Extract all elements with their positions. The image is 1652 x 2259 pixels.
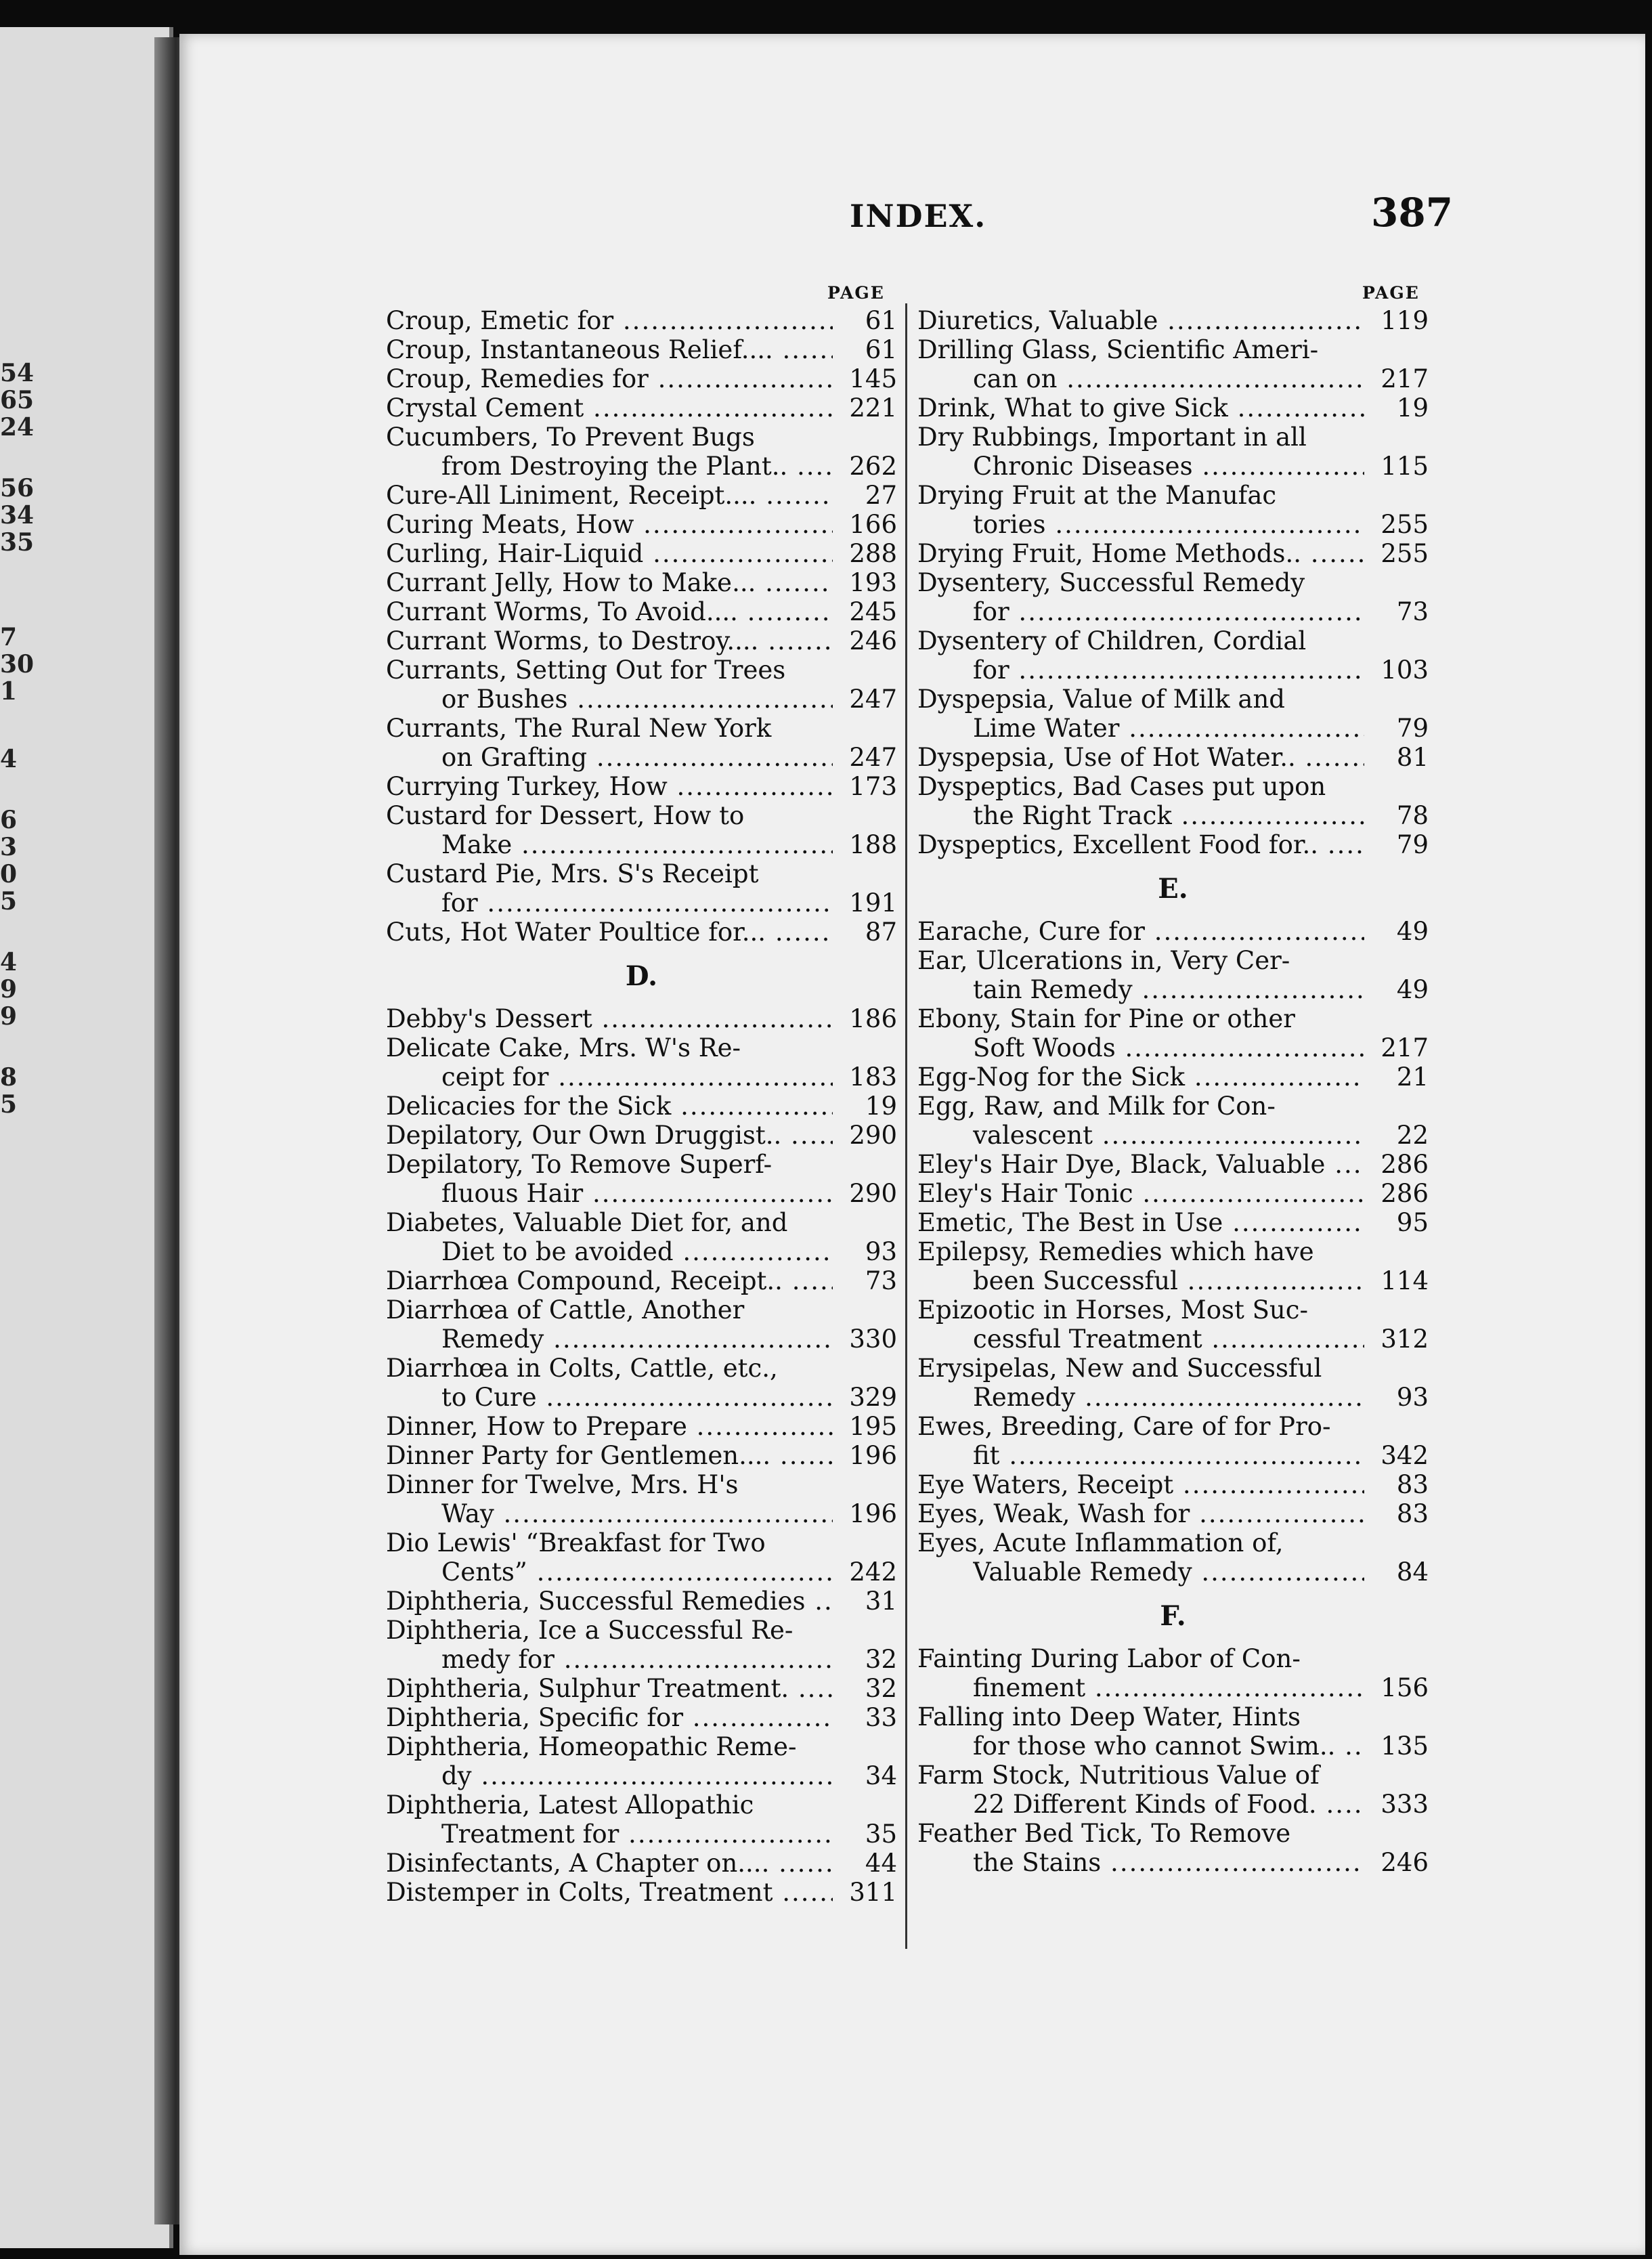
index-entry-title: Debby's Dessert ..... xyxy=(386,1004,833,1033)
index-entry-title: Cucumbers, To Prevent Bugs xyxy=(386,423,755,452)
index-entry xyxy=(917,1528,1429,1587)
edge-digit: 3 xyxy=(0,833,18,861)
edge-digit: 0 xyxy=(0,860,18,888)
index-entry-page: 79 xyxy=(1396,714,1429,743)
index-entry xyxy=(917,1819,1429,1877)
index-entry xyxy=(386,597,897,626)
index-entry xyxy=(917,946,1429,1004)
index-entry-title: Epilepsy, Remedies which have xyxy=(917,1237,1314,1266)
index-entry-title: Delicate Cake, Mrs. W's Re- xyxy=(386,1033,741,1062)
index-entry xyxy=(386,1092,897,1121)
index-entry-continuation: Lime Water ..... xyxy=(973,714,1364,743)
index-entry xyxy=(386,1528,897,1587)
index-entry-page: 183 xyxy=(849,1062,897,1092)
index-entry-continuation: fit ..... xyxy=(973,1441,1364,1470)
index-entry-title: Eyes, Weak, Wash for ..... xyxy=(917,1499,1364,1528)
index-entry-page: 195 xyxy=(849,1412,897,1441)
index-entry-continuation: Remedy ..... xyxy=(973,1383,1364,1412)
index-entry-page: 19 xyxy=(865,1092,897,1121)
edge-digit: 56 xyxy=(0,474,35,502)
index-entry-title: Diarrhœa Compound, Receipt.. ..... xyxy=(386,1266,833,1295)
index-entry-continuation: for ..... xyxy=(973,655,1364,685)
index-entry xyxy=(386,1004,897,1033)
index-entry-title: Eley's Hair Tonic ..... xyxy=(917,1179,1364,1208)
index-group-f xyxy=(917,1644,1429,1877)
index-entry xyxy=(917,1004,1429,1062)
index-entry-continuation: valescent ..... xyxy=(973,1121,1364,1150)
index-entry-continuation: Soft Woods ..... xyxy=(973,1033,1364,1062)
index-entry xyxy=(386,1441,897,1470)
index-entry-continuation: fluous Hair ..... xyxy=(441,1179,833,1208)
index-entry-page: 156 xyxy=(1381,1673,1429,1702)
index-entry-continuation: from Destroying the Plant.. ..... xyxy=(441,452,833,481)
index-entry-page: 79 xyxy=(1396,830,1429,859)
index-entry xyxy=(917,481,1429,539)
index-entry-title: Depilatory, To Remove Superf- xyxy=(386,1150,773,1179)
index-entry-continuation: medy for ..... xyxy=(441,1645,833,1674)
index-entry xyxy=(917,830,1429,859)
index-entry-page: 33 xyxy=(865,1703,897,1732)
index-entry-title: Drying Fruit at the Manufac xyxy=(917,481,1277,510)
edge-digit: 9 xyxy=(0,975,18,1004)
index-entry xyxy=(917,335,1429,393)
index-entry-continuation: the Right Track ..... xyxy=(973,801,1364,830)
index-entry-page: 84 xyxy=(1396,1557,1429,1587)
index-entry-page: 247 xyxy=(849,685,897,714)
index-entry-title: Diphtheria, Specific for ..... xyxy=(386,1703,833,1732)
index-entry-title: Dinner, How to Prepare ..... xyxy=(386,1412,833,1441)
section-letter-d: D. xyxy=(625,960,658,992)
index-entry-title: Egg-Nog for the Sick ..... xyxy=(917,1062,1364,1092)
index-entry xyxy=(386,1674,897,1703)
running-title: INDEX. xyxy=(850,198,987,234)
index-entry-title: Diuretics, Valuable ..... xyxy=(917,306,1364,335)
index-entry xyxy=(386,481,897,510)
page-column-label-left: PAGE xyxy=(827,283,885,303)
index-entry-page: 245 xyxy=(849,597,897,626)
index-entry-continuation: ceipt for ..... xyxy=(441,1062,833,1092)
index-entry-title: Drying Fruit, Home Methods.. ..... xyxy=(917,539,1364,568)
index-entry xyxy=(917,685,1429,743)
edge-digit: 8 xyxy=(0,1063,18,1092)
index-entry xyxy=(917,1470,1429,1499)
edge-digit: 34 xyxy=(0,501,35,530)
index-entry-title: Custard Pie, Mrs. S's Receipt xyxy=(386,859,759,888)
index-entry-page: 81 xyxy=(1396,743,1429,772)
index-entry xyxy=(917,772,1429,830)
index-entry-page: 34 xyxy=(865,1761,897,1790)
index-entry-title: Croup, Instantaneous Relief.... ..... xyxy=(386,335,833,364)
edge-digit: 65 xyxy=(0,386,35,414)
index-entry-continuation: for ..... xyxy=(441,888,833,918)
index-entry-title: Drink, What to give Sick ..... xyxy=(917,393,1364,423)
index-entry-title: Currying Turkey, How ..... xyxy=(386,772,833,801)
index-entry xyxy=(386,655,897,714)
index-entry-title: Cuts, Hot Water Poultice for... ..... xyxy=(386,918,833,947)
index-entry xyxy=(386,1849,897,1878)
index-entry xyxy=(386,1208,897,1266)
index-entry xyxy=(917,539,1429,568)
index-entry-page: 21 xyxy=(1396,1062,1429,1092)
index-entry-continuation: tories ..... xyxy=(973,510,1364,539)
index-entry-page: 196 xyxy=(849,1499,897,1528)
index-entry-title: Diphtheria, Ice a Successful Re- xyxy=(386,1616,794,1645)
index-entry-page: 255 xyxy=(1381,510,1429,539)
index-entry-continuation: Chronic Diseases ..... xyxy=(973,452,1364,481)
index-entry-title: Drilling Glass, Scientific Ameri- xyxy=(917,335,1319,364)
index-entry-page: 145 xyxy=(849,364,897,393)
index-entry-title: Diabetes, Valuable Diet for, and xyxy=(386,1208,788,1237)
index-entry-title: Erysipelas, New and Successful xyxy=(917,1354,1322,1383)
index-entry-continuation: dy ..... xyxy=(441,1761,833,1790)
index-entry xyxy=(917,917,1429,946)
index-entry-title: Farm Stock, Nutritious Value of xyxy=(917,1761,1320,1790)
index-entry-title: Diarrhœa of Cattle, Another xyxy=(386,1295,745,1325)
edge-digit: 54 xyxy=(0,359,35,387)
index-group-d-cont xyxy=(917,306,1429,859)
index-entry-page: 83 xyxy=(1396,1470,1429,1499)
index-entry xyxy=(386,1266,897,1295)
index-entry-page: 217 xyxy=(1381,1033,1429,1062)
index-entry-title: Ebony, Stain for Pine or other xyxy=(917,1004,1295,1033)
index-entry-title: Epizootic in Horses, Most Suc- xyxy=(917,1295,1308,1325)
index-entry-title: Delicacies for the Sick ..... xyxy=(386,1092,833,1121)
edge-digit: 24 xyxy=(0,413,35,442)
index-entry-continuation: for those who cannot Swim.. ..... xyxy=(973,1731,1364,1761)
index-entry xyxy=(917,1499,1429,1528)
index-entry-page: 49 xyxy=(1396,975,1429,1004)
index-entry xyxy=(386,918,897,947)
index-entry-title: Diphtheria, Sulphur Treatment. ..... xyxy=(386,1674,833,1703)
edge-digit: 5 xyxy=(0,1090,18,1119)
index-entry xyxy=(386,364,897,393)
index-entry-page: 135 xyxy=(1381,1731,1429,1761)
index-entry xyxy=(917,1295,1429,1354)
index-entry-title: Dry Rubbings, Important in all xyxy=(917,423,1307,452)
index-entry xyxy=(917,1237,1429,1295)
index-entry xyxy=(386,306,897,335)
index-entry-title: Currants, The Rural New York xyxy=(386,714,772,743)
index-entry-page: 93 xyxy=(865,1237,897,1266)
index-entry-page: 247 xyxy=(849,743,897,772)
index-entry-page: 83 xyxy=(1396,1499,1429,1528)
index-entry-page: 61 xyxy=(865,306,897,335)
index-entry-title: Falling into Deep Water, Hints xyxy=(917,1702,1301,1731)
edge-digit: 30 xyxy=(0,650,35,679)
index-group-c xyxy=(386,306,897,947)
index-entry xyxy=(386,1732,897,1790)
index-entry xyxy=(917,423,1429,481)
index-entry-page: 330 xyxy=(849,1325,897,1354)
index-entry-title: Dyspepsia, Use of Hot Water.. ..... xyxy=(917,743,1364,772)
index-entry-page: 188 xyxy=(849,830,897,859)
index-entry-title: Currant Worms, To Avoid.... ..... xyxy=(386,597,833,626)
index-entry xyxy=(386,626,897,655)
index-entry-title: Earache, Cure for ..... xyxy=(917,917,1364,946)
index-entry xyxy=(917,1062,1429,1092)
index-entry-continuation: cessful Treatment ..... xyxy=(973,1325,1364,1354)
index-entry-page: 95 xyxy=(1396,1208,1429,1237)
index-entry-continuation: 22 Different Kinds of Food. ..... xyxy=(973,1790,1364,1819)
index-entry-page: 329 xyxy=(849,1383,897,1412)
index-entry-title: Ewes, Breeding, Care of for Pro- xyxy=(917,1412,1331,1441)
index-entry xyxy=(386,1587,897,1616)
index-entry xyxy=(386,1790,897,1849)
index-entry xyxy=(386,393,897,423)
index-entry xyxy=(917,1412,1429,1470)
index-entry-page: 186 xyxy=(849,1004,897,1033)
page-column-label-right: PAGE xyxy=(1362,283,1420,303)
index-entry-title: Custard for Dessert, How to xyxy=(386,801,745,830)
index-entry-title: Eley's Hair Dye, Black, Valuable ..... xyxy=(917,1150,1364,1179)
index-entry-title: Dysentery of Children, Cordial xyxy=(917,626,1307,655)
index-entry xyxy=(386,1121,897,1150)
index-entry-title: Feather Bed Tick, To Remove xyxy=(917,1819,1291,1848)
index-entry-title: Dyspeptics, Bad Cases put upon xyxy=(917,772,1326,801)
index-entry-page: 114 xyxy=(1381,1266,1429,1295)
index-entry-title: Curling, Hair-Liquid ..... xyxy=(386,539,833,568)
index-entry xyxy=(386,539,897,568)
index-entry-title: Currant Jelly, How to Make... ..... xyxy=(386,568,833,597)
column-divider xyxy=(905,303,907,1949)
index-entry xyxy=(386,772,897,801)
index-entry-title: Currant Worms, to Destroy.... ..... xyxy=(386,626,833,655)
index-entry xyxy=(386,1470,897,1528)
index-entry-title: Fainting During Labor of Con- xyxy=(917,1644,1301,1673)
index-entry-title: Cure-All Liniment, Receipt.... ..... xyxy=(386,481,833,510)
index-entry-title: Disinfectants, A Chapter on.... ..... xyxy=(386,1849,833,1878)
index-entry-page: 22 xyxy=(1396,1121,1429,1150)
index-entry xyxy=(917,568,1429,626)
index-entry-title: Dyspeptics, Excellent Food for.. ..... xyxy=(917,830,1364,859)
index-entry-page: 288 xyxy=(849,539,897,568)
edge-digit: 1 xyxy=(0,677,18,706)
index-entry-continuation: Valuable Remedy ..... xyxy=(973,1557,1364,1587)
index-entry-page: 193 xyxy=(849,568,897,597)
index-entry-page: 290 xyxy=(849,1121,897,1150)
index-entry-page: 27 xyxy=(865,481,897,510)
index-entry-page: 196 xyxy=(849,1441,897,1470)
index-entry-title: Eyes, Acute Inflammation of, xyxy=(917,1528,1284,1557)
index-entry xyxy=(386,510,897,539)
index-entry-continuation: tain Remedy ..... xyxy=(973,975,1364,1004)
index-entry-page: 286 xyxy=(1381,1179,1429,1208)
index-entry-title: Diphtheria, Homeopathic Reme- xyxy=(386,1732,797,1761)
index-entry-page: 246 xyxy=(1381,1848,1429,1877)
section-letter-f: F. xyxy=(1160,1600,1186,1632)
index-column-left xyxy=(386,306,897,1907)
index-entry-title: Croup, Remedies for ..... xyxy=(386,364,833,393)
index-entry xyxy=(386,1703,897,1732)
index-entry-continuation: Way ..... xyxy=(441,1499,833,1528)
index-entry-page: 32 xyxy=(865,1645,897,1674)
index-entry xyxy=(917,1208,1429,1237)
index-entry xyxy=(386,335,897,364)
index-entry-title: Crystal Cement ..... xyxy=(386,393,833,423)
index-entry-continuation: Cents” ..... xyxy=(441,1557,833,1587)
index-entry-page: 115 xyxy=(1381,452,1429,481)
index-entry-page: 262 xyxy=(849,452,897,481)
index-entry-page: 217 xyxy=(1381,364,1429,393)
index-entry-page: 49 xyxy=(1396,917,1429,946)
index-entry-page: 87 xyxy=(865,918,897,947)
index-entry-title: Depilatory, Our Own Druggist.. ..... xyxy=(386,1121,833,1150)
index-entry xyxy=(386,714,897,772)
index-entry-continuation: been Successful ..... xyxy=(973,1266,1364,1295)
index-entry-title: Egg, Raw, and Milk for Con- xyxy=(917,1092,1276,1121)
index-entry-page: 78 xyxy=(1396,801,1429,830)
index-entry-page: 191 xyxy=(849,888,897,918)
index-group-d xyxy=(386,1004,897,1907)
index-entry-title: Eye Waters, Receipt ..... xyxy=(917,1470,1364,1499)
index-entry-title: Distemper in Colts, Treatment ..... xyxy=(386,1878,833,1907)
index-entry-continuation: or Bushes ..... xyxy=(441,685,833,714)
index-entry xyxy=(386,859,897,918)
index-entry-page: 19 xyxy=(1396,393,1429,423)
index-entry-page: 311 xyxy=(849,1878,897,1907)
index-entry-page: 242 xyxy=(849,1557,897,1587)
index-entry xyxy=(917,1179,1429,1208)
index-entry-title: Dinner for Twelve, Mrs. H's xyxy=(386,1470,739,1499)
index-entry-title: Emetic, The Best in Use ..... xyxy=(917,1208,1364,1237)
index-entry xyxy=(917,306,1429,335)
index-entry-title: Dio Lewis' “Breakfast for Two xyxy=(386,1528,766,1557)
edge-digit: 35 xyxy=(0,528,35,557)
index-entry-page: 73 xyxy=(1396,597,1429,626)
index-entry xyxy=(386,423,897,481)
edge-digit: 5 xyxy=(0,887,18,916)
edge-digit: 9 xyxy=(0,1002,18,1031)
index-entry-continuation: Make ..... xyxy=(441,830,833,859)
index-entry-title: Croup, Emetic for ..... xyxy=(386,306,833,335)
index-entry xyxy=(386,1295,897,1354)
index-entry xyxy=(386,801,897,859)
index-entry-continuation: finement ..... xyxy=(973,1673,1364,1702)
index-entry xyxy=(917,743,1429,772)
index-entry-title: Diphtheria, Latest Allopathic xyxy=(386,1790,754,1820)
index-entry-page: 44 xyxy=(865,1849,897,1878)
index-entry xyxy=(917,626,1429,685)
index-entry-title: Diphtheria, Successful Remedies ..... xyxy=(386,1587,833,1616)
index-group-e xyxy=(917,917,1429,1587)
section-letter-e: E. xyxy=(1158,873,1188,905)
index-entry xyxy=(917,1092,1429,1150)
index-entry-title: Currants, Setting Out for Trees xyxy=(386,655,786,685)
index-entry-continuation: Remedy ..... xyxy=(441,1325,833,1354)
index-entry xyxy=(917,1702,1429,1761)
index-entry-continuation: on Grafting ..... xyxy=(441,743,833,772)
index-entry-continuation: Treatment for ..... xyxy=(441,1820,833,1849)
index-entry-page: 290 xyxy=(849,1179,897,1208)
index-entry-continuation: the Stains ..... xyxy=(973,1848,1364,1877)
index-entry-page: 333 xyxy=(1381,1790,1429,1819)
index-entry xyxy=(917,1644,1429,1702)
index-entry-page: 255 xyxy=(1381,539,1429,568)
edge-digit: 6 xyxy=(0,806,18,834)
index-entry-continuation: can on ..... xyxy=(973,364,1364,393)
index-entry-title: Diarrhœa in Colts, Cattle, etc., xyxy=(386,1354,778,1383)
index-entry-page: 32 xyxy=(865,1674,897,1703)
edge-digit: 4 xyxy=(0,948,18,976)
index-entry xyxy=(917,1150,1429,1179)
index-entry-title: Dinner Party for Gentlemen.... ..... xyxy=(386,1441,833,1470)
index-entry-page: 93 xyxy=(1396,1383,1429,1412)
index-entry xyxy=(386,1878,897,1907)
index-column-right xyxy=(917,306,1429,1877)
index-entry-title: Dyspepsia, Value of Milk and xyxy=(917,685,1285,714)
index-entry-page: 166 xyxy=(849,510,897,539)
page-number: 387 xyxy=(1371,190,1454,236)
index-entry-page: 31 xyxy=(865,1587,897,1616)
index-entry xyxy=(917,1354,1429,1412)
index-entry-page: 173 xyxy=(849,772,897,801)
index-entry xyxy=(386,1354,897,1412)
index-entry-continuation: for ..... xyxy=(973,597,1364,626)
index-entry-continuation: Diet to be avoided ..... xyxy=(441,1237,833,1266)
index-entry-page: 221 xyxy=(849,393,897,423)
index-entry-continuation: to Cure ..... xyxy=(441,1383,833,1412)
index-entry-page: 119 xyxy=(1381,306,1429,335)
index-entry-page: 246 xyxy=(849,626,897,655)
index-entry xyxy=(386,1150,897,1208)
index-entry-page: 342 xyxy=(1381,1441,1429,1470)
index-entry-page: 73 xyxy=(865,1266,897,1295)
index-entry xyxy=(386,568,897,597)
index-entry xyxy=(917,1761,1429,1819)
index-entry-page: 103 xyxy=(1381,655,1429,685)
edge-digit: 4 xyxy=(0,745,18,773)
index-entry-title: Curing Meats, How ..... xyxy=(386,510,833,539)
index-entry-page: 286 xyxy=(1381,1150,1429,1179)
index-entry-title: Dysentery, Successful Remedy xyxy=(917,568,1305,597)
index-entry-page: 35 xyxy=(865,1820,897,1849)
index-entry xyxy=(386,1412,897,1441)
edge-digit: 7 xyxy=(0,623,18,651)
index-entry xyxy=(917,393,1429,423)
index-entry-page: 61 xyxy=(865,335,897,364)
index-entry xyxy=(386,1616,897,1674)
index-entry-page: 312 xyxy=(1381,1325,1429,1354)
index-entry-title: Ear, Ulcerations in, Very Cer- xyxy=(917,946,1290,975)
index-entry xyxy=(386,1033,897,1092)
